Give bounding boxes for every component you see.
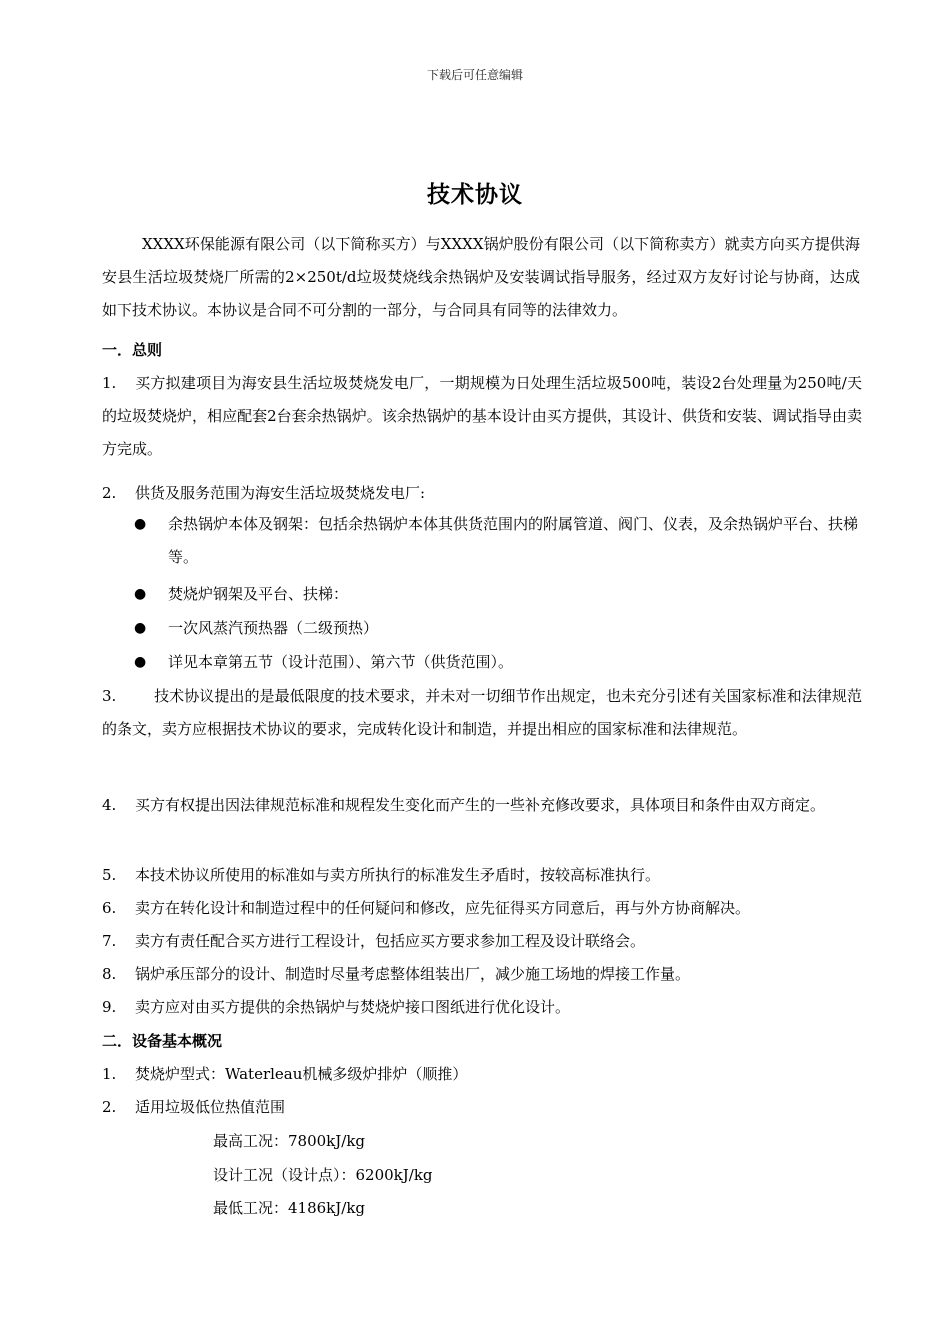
clause-2-2: [102, 1091, 862, 1124]
bullet-text: 详见本章第五节（设计范围）、第六节（供货范围）。: [168, 653, 514, 671]
clause-text: 适用垃圾低位热值范围: [135, 1098, 286, 1116]
bullet-dot-icon: ●: [134, 516, 147, 532]
clause-number: 1.: [102, 374, 117, 392]
clause-number: 1.: [102, 1065, 117, 1083]
clause-text: 技术协议提出的是最低限度的技术要求，并未对一切细节作出规定，也未充分引述有关国家标准和法律规范的条文，卖方应根据技术协议的要求，完成转化设计和制造，并提出相应的国家标准和法律规范。: [102, 687, 862, 738]
section-1-heading: 一．总则: [102, 341, 163, 359]
clause-1-7: [102, 925, 862, 958]
clause-1-3: [102, 680, 862, 746]
clause-1-5: [102, 859, 862, 892]
bullet-dot-icon: ●: [134, 620, 147, 636]
clause-text: 供货及服务范围为海安生活垃圾焚烧发电厂:: [135, 484, 426, 502]
clause-1-8: [102, 958, 862, 991]
bullet-text: 焚烧炉钢架及平台、扶梯：: [168, 585, 349, 603]
bullet-dot-icon: ●: [134, 586, 147, 602]
clause-number: 3.: [102, 687, 117, 705]
clause-number: 2.: [102, 1098, 117, 1116]
clause-1-9: [102, 991, 862, 1024]
clause-number: 6.: [102, 899, 117, 917]
clause-text: 本技术协议所使用的标准如与卖方所执行的标准发生矛盾时，按较高标准执行。: [135, 866, 661, 884]
clause-number: 4.: [102, 796, 117, 814]
clause-1-2: [102, 477, 862, 510]
clause-number: 2.: [102, 484, 117, 502]
clause-text: 卖方在转化设计和制造过程中的任何疑问和修改，应先征得买方同意后，再与外方协商解决。: [135, 899, 751, 917]
bullet-dot-icon: ●: [134, 654, 147, 670]
clause-1-1: [102, 367, 862, 466]
clause-text: 锅炉承压部分的设计、制造时尽量考虑整体组装出厂，减少施工场地的焊接工作量。: [135, 965, 691, 983]
bullet-item: [134, 508, 862, 574]
heat-value-min: 最低工况：4186kJ/kg: [213, 1199, 366, 1217]
clause-text: 买方拟建项目为海安县生活垃圾焚烧发电厂，一期规模为日处理生活垃圾500吨，装设2台处理量为250吨/天的垃圾焚烧炉，相应配套2台套余热锅炉。该余热锅炉的基本设计由买方提供，其设计、供货和安装、调试指导由卖方完成。: [102, 374, 862, 458]
section-2-heading: 二．设备基本概况: [102, 1032, 223, 1050]
bullet-item: [134, 612, 862, 645]
clause-1-6: [102, 892, 862, 925]
document-title: 技术协议: [427, 182, 523, 208]
clause-number: 7.: [102, 932, 117, 950]
bullet-text: 余热锅炉本体及钢架：包括余热锅炉本体其供货范围内的附属管道、阀门、仪表，及余热锅炉平台、扶梯等。: [168, 515, 859, 566]
bullet-text: 一次风蒸汽预热器（二级预热）: [168, 619, 379, 637]
clause-2-1: [102, 1058, 862, 1091]
clause-text: 卖方应对由买方提供的余热锅炉与焚烧炉接口图纸进行优化设计。: [135, 998, 571, 1016]
page-header-note: 下载后可任意编辑: [426, 68, 523, 82]
clause-1-4: [102, 789, 862, 822]
bullet-item: [134, 578, 862, 611]
clause-number: 5.: [102, 866, 117, 884]
bullet-item: [134, 646, 862, 679]
heat-value-max: 最高工况：7800kJ/kg: [213, 1132, 366, 1150]
clause-text: 买方有权提出因法律规范标准和规程发生变化而产生的一些补充修改要求，具体项目和条件由双方商定。: [135, 796, 826, 814]
clause-number: 8.: [102, 965, 117, 983]
clause-text: 卖方有责任配合买方进行工程设计，包括应买方要求参加工程及设计联络会。: [135, 932, 646, 950]
heat-value-design: 设计工况（设计点）：6200kJ/kg: [213, 1166, 433, 1184]
clause-text: 焚烧炉型式：Waterleau机械多级炉排炉（顺推）: [135, 1065, 468, 1083]
intro-paragraph: XXXX环保能源有限公司（以下简称买方）与XXXX锅炉股份有限公司（以下简称卖方）就卖方向买方提供海安县生活垃圾焚烧厂所需的2×250t/d垃圾焚烧线余热锅炉及安装调试指导服务，经过双方友好讨论与协商，达成如下技术协议。本协议是合同不可分割的一部分，与合同具有同等的法律效力。: [102, 235, 860, 319]
clause-number: 9.: [102, 998, 117, 1016]
